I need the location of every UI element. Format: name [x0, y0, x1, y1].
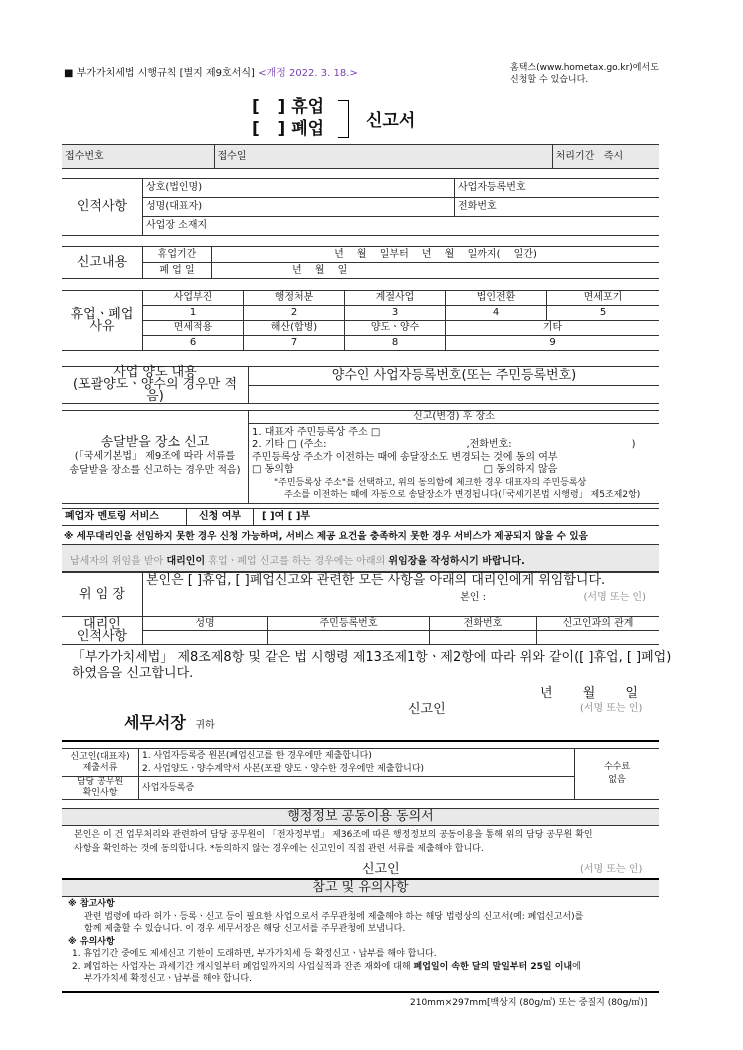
agent-phone-field[interactable]	[430, 631, 537, 645]
declaration-text: 「부가가치세법」 제8조제8항 및 같은 법 시행령 제13조제1항ㆍ제2항에 따라 위와 같이([ ]휴업, [ ]폐업) 하였음을 신고합니다.	[72, 650, 672, 681]
consent-signer: 신고인	[362, 862, 400, 877]
agent-relation-field[interactable]	[537, 631, 660, 645]
representative-field[interactable]: 성명(대표자)	[143, 198, 455, 217]
delegation-signer: 본인 :	[460, 592, 486, 603]
biz-reg-no-field[interactable]: 사업자등록번호	[455, 179, 660, 198]
delivery-option-resident-address[interactable]: 1. 대표자 주민등록상 주소 □	[252, 426, 381, 438]
mentoring-apply-checkbox[interactable]: [ ]여 [ ]부	[254, 509, 660, 526]
delivery-options	[249, 424, 660, 504]
transferee-reg-no-header: 양수인 사업자등록번호(또는 주민등록번호)	[249, 367, 660, 386]
delivery-header: 신고(변경) 후 장소	[249, 411, 660, 424]
declaration-sign-hint[interactable]: (서명 또는 인)	[580, 703, 643, 714]
location-field[interactable]: 사업장 소재지	[143, 217, 660, 236]
personal-info-table	[62, 178, 659, 236]
mentoring-label: 폐업자 멘토링 서비스	[62, 509, 187, 526]
reason-num: 2	[244, 306, 345, 321]
declaration-date[interactable]: 년 월 일	[540, 686, 638, 701]
reason-other[interactable]: 기타	[446, 321, 660, 336]
report-table	[62, 246, 659, 279]
transfer-table	[62, 366, 659, 404]
addressee: 세무서장 귀하	[124, 713, 215, 732]
title-option-closure: 폐업	[291, 119, 325, 139]
title-bracket	[338, 100, 349, 138]
reason-admin-disposition[interactable]: 행정처분	[244, 291, 345, 306]
title-suffix: 신고서	[366, 111, 416, 131]
reporter-docs-label: 신고인(대표자) 제출서류	[62, 749, 139, 777]
reason-num: 9	[446, 336, 660, 351]
notes-title: 참고 및 유의사항	[62, 878, 659, 897]
reason-num: 6	[143, 336, 244, 351]
agent-col-rrn: 주민등록번호	[268, 617, 430, 631]
consent-text: 본인은 이 건 업무처리와 관련하여 담당 공무원이 「전자정부법」 제36조에 따른 행정정보의 공동이용을 통해 위의 담당 공무원 확인 사항을 확인하는 것에 동의합니다. *동의하지 않는 경우에는 신고인이 직접 관련 서류를 제출해야 합니다.	[74, 830, 593, 854]
fee-cell: 수수료 없음	[575, 749, 660, 800]
closure-date-label: 폐 업 일	[143, 263, 212, 279]
reason-num: 5	[547, 306, 660, 321]
official-check-docs: 사업자등록증	[139, 777, 575, 800]
declaration-reporter: 신고인	[408, 702, 446, 717]
divider	[62, 991, 659, 993]
consent-sign-hint[interactable]: (서명 또는 인)	[580, 864, 643, 875]
agent-rrn-field[interactable]	[268, 631, 430, 645]
reasons-section-label: 휴업ㆍ폐업 사유	[62, 291, 143, 351]
reference-heading: ※ 참고사항	[68, 899, 115, 909]
caution-heading: ※ 유의사항	[68, 936, 115, 947]
closure-date-field[interactable]: 년 월 일	[212, 263, 660, 279]
delivery-table	[62, 410, 659, 504]
delegation-table	[62, 572, 659, 645]
delegation-notice: 납세자의 위임을 받아 대리인이 휴업ㆍ폐업 신고를 하는 경우에는 아래의 위임장을 작성하시기 바랍니다.	[62, 544, 659, 572]
reason-num: 1	[143, 306, 244, 321]
notes-body: ※ 참고사항 관련 법령에 따라 허가ㆍ등록ㆍ신고 등이 필요한 사업으로서 주무관청에 제출해야 하는 해당 법령상의 신고서(예: 폐업신고서)를 함께 제출할 수 있습니다. 이 경우 세무서장은 해당 신고서를 주무관청에 보냅니다. ※ 유의사항 1. 휴업기간 중에도 제세신고 기한이 도래하면, 부가가치세 등 확정신고ㆍ납부를 해야 합니다. 2. 폐업하는 사업자는 과세기간 개시일부터 폐업일까지의 사업실적과 잔존 재화에 대해 폐업일이 속한 달의 말일부터 25일 이내에 부가가치세 확정신고ㆍ납부를 해야 합니다.	[68, 898, 658, 986]
receipt-date-label: 접수일	[214, 145, 552, 169]
delegation-statement: 본인은 [ ]휴업, [ ]폐업신고와 관련한 모든 사항을 아래의 대리인에게 위임합니다. 본인 : (서명 또는 인)	[143, 573, 660, 617]
reporter-docs-list: 1. 사업자등록증 원본(폐업신고를 한 경우에만 제출합니다) 2. 사업양도ㆍ양수계약서 사본(포괄 양도ㆍ양수한 경우에만 제출합니다)	[139, 749, 575, 777]
consent-title: 행정정보 공동이용 동의서	[62, 808, 659, 826]
receipt-table	[62, 144, 659, 169]
consent-question: 주민등록상 주소가 이전하는 때에 송달장소도 변경되는 것에 동의 여부	[252, 451, 558, 463]
law-reference: ■ 부가가치세법 시행규칙 [별지 제9호서식] <개정 2022. 3. 18.>	[64, 68, 358, 79]
title-option-suspension: 휴업	[291, 97, 325, 117]
mentoring-apply-label: 신청 여부	[187, 509, 254, 526]
consent-no-checkbox[interactable]: □ 동의하지 않음	[483, 464, 558, 475]
reason-seasonal[interactable]: 계절사업	[345, 291, 446, 306]
reason-dissolution[interactable]: 해산(합병)	[244, 321, 345, 336]
reason-tax-exempt[interactable]: 면세적용	[143, 321, 244, 336]
reason-num: 4	[446, 306, 547, 321]
delegation-sign-hint[interactable]: (서명 또는 인)	[583, 592, 646, 603]
agent-col-name: 성명	[143, 617, 268, 631]
divider	[62, 740, 659, 742]
mentoring-warning: ※ 세무대리인을 선임하지 못한 경우 신청 가능하며, 서비스 제공 요건을 충족하지 못한 경우 서비스가 제공되지 않을 수 있음	[64, 531, 588, 542]
report-section-label: 신고내용	[62, 247, 143, 279]
delivery-label: 송달받을 장소 신고 (「국세기본법」 제9조에 따라 서류를 송달받을 장소를 신고하는 경우만 적음)	[62, 411, 249, 504]
agent-name-field[interactable]	[143, 631, 268, 645]
reason-num: 7	[244, 336, 345, 351]
reason-business-slump[interactable]: 사업부진	[143, 291, 244, 306]
consent-yes-checkbox[interactable]: □ 동의함	[252, 464, 294, 475]
suspension-period-field[interactable]: 년 월 일부터 년 월 일까지( 일간)	[212, 247, 660, 263]
official-check-label: 담당 공무원 확인사항	[62, 777, 139, 800]
personal-section-label: 인적사항	[62, 179, 143, 236]
transfer-label: 사업 양도 내용 (포괄양도ㆍ양수의 경우만 적음)	[62, 367, 249, 404]
paper-spec: 210mm×297mm[백상지 (80g/㎡) 또는 중질지 (80g/㎡)]	[410, 998, 648, 1008]
reason-waive-exemption[interactable]: 면세포기	[547, 291, 660, 306]
agent-col-relation: 신고인과의 관계	[537, 617, 660, 631]
reason-num: 3	[345, 306, 446, 321]
reason-num: 8	[345, 336, 446, 351]
revision-date: <개정 2022. 3. 18.>	[258, 68, 358, 79]
hometax-note: 홈택스(www.hometax.go.kr)에서도 신청할 수 있습니다.	[510, 63, 659, 85]
transferee-reg-no-field[interactable]	[249, 385, 660, 404]
receipt-number-label: 접수번호	[62, 145, 214, 169]
form-title: [ ] 휴업 [ ] 폐업	[252, 97, 325, 139]
processing-period: 처리기간 즉시	[552, 145, 659, 169]
delivery-note: "주민등록상 주소"를 선택하고, 위의 동의함에 체크한 경우 대표자의 주민등록상 주소를 이전하는 때에 자동으로 송달장소가 변경됩니다(「국세기본법 시행령」 제5조제2항)	[274, 477, 641, 500]
delegation-label: 위 임 장	[62, 573, 143, 617]
suspension-period-label: 휴업기간	[143, 247, 212, 263]
agent-label: 대리인 인적사항	[62, 617, 143, 645]
reason-transfer[interactable]: 양도ㆍ양수	[345, 321, 446, 336]
mentoring-table	[62, 508, 659, 526]
reasons-table	[62, 290, 659, 351]
reason-incorporation[interactable]: 법인전환	[446, 291, 547, 306]
company-name-field[interactable]: 상호(법인명)	[143, 179, 455, 198]
documents-table	[62, 748, 659, 800]
delivery-option-other[interactable]: 2. 기타 □ (주소: ,전화번호: )	[252, 439, 636, 450]
agent-col-phone: 전화번호	[430, 617, 537, 631]
phone-field[interactable]: 전화번호	[455, 198, 660, 217]
